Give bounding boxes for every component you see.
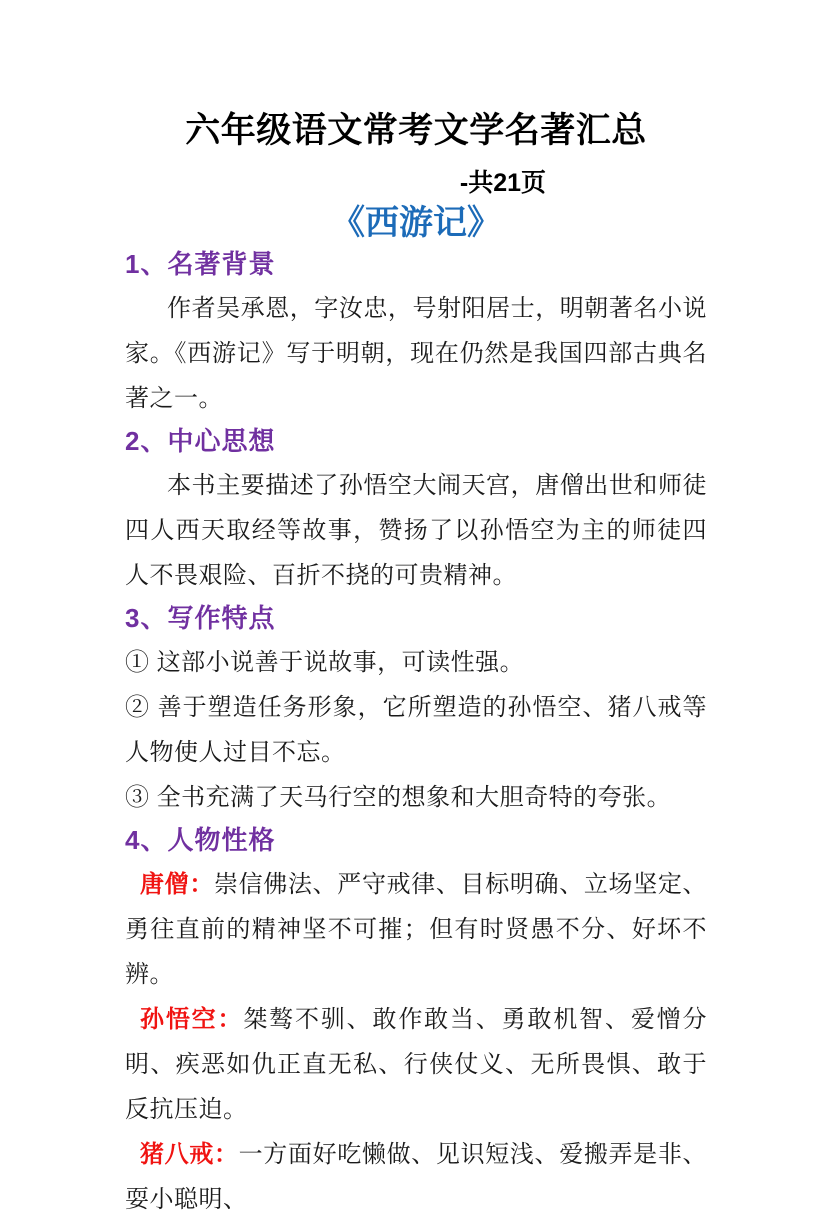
numbered-item: ① 这部小说善于说故事，可读性强。	[125, 649, 525, 676]
page-count-note: -共21页	[459, 169, 547, 197]
body-paragraph: 本书主要描述了孙悟空大闹天宫，唐僧出世和师徒四人西天取经等故事，赞扬了以孙悟空为主的师徒四人不畏艰险、百折不挠的可贵精神。	[125, 472, 707, 589]
section-heading: 3、写作特点	[125, 603, 276, 633]
numbered-item: ② 善于塑造任务形象，它所塑造的孙悟空、猪八戒等人物使人过目不忘。	[125, 694, 707, 766]
body-paragraph: 作者吴承恩，字汝忠，号射阳居士，明朝著名小说家。《西游记》写于明朝，现在仍然是我国四部古典名著之一。	[125, 295, 707, 412]
book-title: 《西游记》	[331, 204, 501, 242]
section-heading: 1、名著背景	[125, 249, 276, 279]
character-paragraph	[125, 997, 707, 1132]
character-description: 一方面好吃懒做、见识短浅、爱搬弄是非、耍小聪明、	[125, 1141, 708, 1213]
character-name: 猪八戒：	[140, 1141, 239, 1168]
character-description: 崇信佛法、严守戒律、目标明确、立场坚定、勇往直前的精神坚不可摧；但有时贤愚不分、好坏不辨。	[125, 871, 708, 988]
page-title: 六年级语文常考文学名著汇总	[185, 111, 647, 150]
section-renwu-xingge	[125, 820, 707, 1222]
character-name: 唐僧：	[140, 871, 214, 898]
section-heading: 4、人物性格	[125, 825, 276, 855]
character-paragraph	[125, 862, 707, 997]
section-xiezuo-tedian	[125, 598, 707, 820]
section-zhongxin-sixiang	[125, 421, 707, 598]
section-heading: 2、中心思想	[125, 426, 276, 456]
character-name: 孙悟空：	[140, 1006, 244, 1033]
character-description: 桀骜不驯、敢作敢当、勇敢机智、爱憎分明、疾恶如仇正直无私、行侠仗义、无所畏惧、敢于反抗压迫。	[125, 1006, 708, 1123]
character-paragraph	[125, 1132, 707, 1222]
section-mingzhu-beijing	[125, 244, 707, 421]
numbered-item: ③ 全书充满了天马行空的想象和大胆奇特的夸张。	[125, 784, 672, 811]
